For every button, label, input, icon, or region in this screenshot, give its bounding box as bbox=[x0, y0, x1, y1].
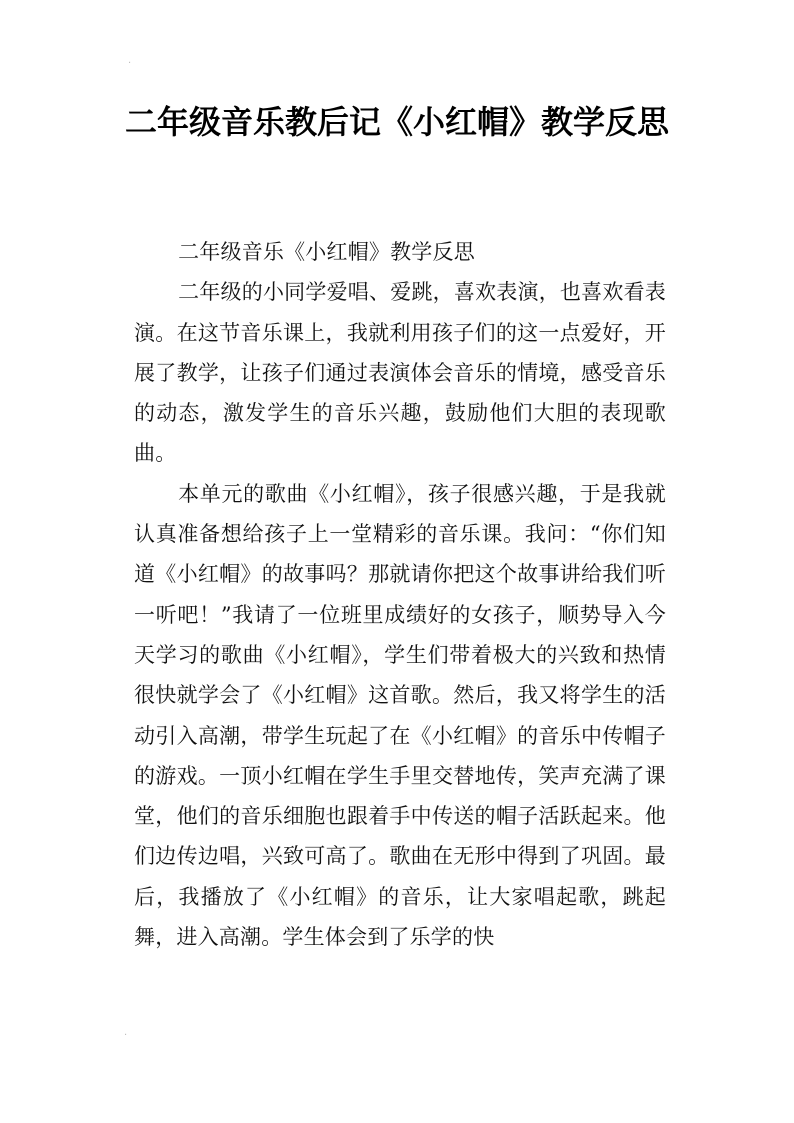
corner-mark-top: · bbox=[128, 58, 132, 69]
corner-mark-bottom: · bbox=[124, 1030, 128, 1041]
paragraph-heading: 二年级音乐《小红帽》教学反思 bbox=[178, 240, 475, 264]
paragraph-1: 二年级的小同学爱唱、爱跳，喜欢表演，也喜欢看表演。在这节音乐课上，我就利用孩子们的这一点爱好，开展了教学，让孩子们通过表演体会音乐的情境，感受音乐的动态，激发学生的音乐兴趣，鼓励他们大胆的表现歌曲。 bbox=[134, 280, 666, 466]
document-title: 二年级音乐教后记《小红帽》教学反思 bbox=[124, 103, 669, 141]
document-body bbox=[134, 232, 666, 957]
paragraph-2: 本单元的歌曲《小红帽》，孩子很感兴趣，于是我就认真准备想给孩子上一堂精彩的音乐课。我问：“你们知道《小红帽》的故事吗？那就请你把这个故事讲给我们听一听吧！”我请了一位班里成绩好的女孩子，顺势导入今天学习的歌曲《小红帽》，学生们带着极大的兴致和热情很快就学会了《小红帽》这首歌。然后，我又将学生的活动引入高潮，带学生玩起了在《小红帽》的音乐中传帽子的游戏。一顶小红帽在学生手里交替地传，笑声充满了课堂，他们的音乐细胞也跟着手中传送的帽子活跃起来。他们边传边唱，兴致可高了。歌曲在无形中得到了巩固。最后，我播放了《小红帽》的音乐，让大家唱起歌，跳起舞，进入高潮。学生体会到了乐学的快 bbox=[134, 481, 666, 950]
